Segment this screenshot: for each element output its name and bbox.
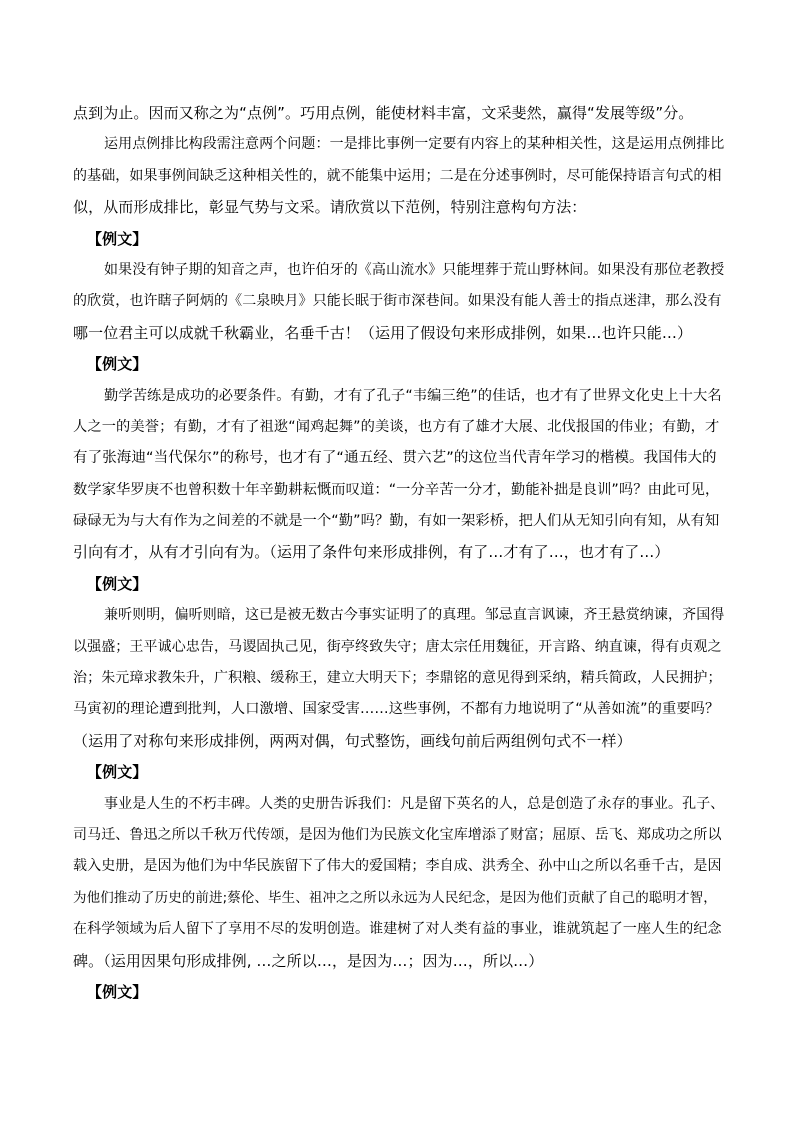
paragraph-line: 的基础，如果事例间缺乏这种相关性的，就不能集中运用；二是在分述事例时，尽可能保持语言句式的相 [73, 167, 722, 184]
paragraph-line: 人之一的美誉；有勤，才有了祖逖“闻鸡起舞”的美谈，也方有了雄才大展、北伐报国的伟业；有勤，才 [73, 418, 720, 435]
example-heading: 【例文】 [87, 574, 148, 593]
example-heading: 【例文】 [87, 229, 148, 248]
paragraph-line: 司马迁、鲁迅之所以千秋万代传颂，是因为他们为民族文化宝库增添了财富；屈原、岳飞、郑成功之所以 [73, 826, 722, 843]
paragraph-line: 运用点例排比构段需注意两个问题：一是排比事例一定要有内容上的某种相关性，这是运用点例排比 [104, 136, 725, 153]
example-heading: 【例文】 [87, 982, 148, 1001]
paragraph-line: 治；朱元璋求教朱升，广积粮、缓称王，建立大明天下；李鼎铭的意见得到采纳，精兵简政，人民拥护； [73, 670, 722, 687]
paragraph-line: 碌碌无为与大有作为之间差的不就是一个“勤”吗？勤，有如一架彩桥，把人们从无知引向有知，从有知 [73, 513, 720, 530]
paragraph-line: 载入史册，是因为他们为中华民族留下了伟大的爱国精；李自成、洪秀全、孙中山之所以名垂千古，是因 [73, 858, 722, 875]
paragraph-line: 碑。（运用因果句形成排例, …之所以…，是因为…；因为…，所以…） [73, 951, 544, 970]
paragraph-line: 兼听则明，偏听则暗，这已是被无数古今事实证明了的真理。邹忌直言讽谏，齐王悬赏纳谏，齐国得 [104, 607, 725, 624]
paragraph-line: 在科学领域为后人留下了享用不尽的发明创造。谁建树了对人类有益的事业，谁就筑起了一座人生的纪念 [73, 921, 722, 938]
paragraph-line: 如果没有钟子期的知音之声，也许伯牙的《高山流水》只能埋葬于荒山野林间。如果没有那位老教授 [104, 261, 725, 278]
paragraph-line: 的欣赏，也许瞎子阿炳的《二泉映月》只能长眠于街市深巷间。如果没有能人善士的指点迷津，那么没有 [73, 293, 722, 310]
paragraph-line: 勤学苦练是成功的必要条件。有勤，才有了孔子“韦编三绝”的佳话，也才有了世界文化史上十大名 [104, 387, 722, 404]
example-heading: 【例文】 [87, 763, 148, 782]
paragraph-line: 点到为止。因而又称之为“点例”。巧用点例，能使材料丰富，文采斐然，赢得“发展等级”分。 [73, 104, 694, 122]
paragraph-line: 以强盛；王平诚心忠告，马谡固执己见，街亭终致失守；唐太宗任用魏征，开言路、纳直谏，得有贞观之 [73, 638, 722, 655]
paragraph-line: 哪一位君主可以成就千秋霸业，名垂千古！（运用了假设句来形成排例，如果…也许只能…） [73, 323, 693, 342]
paragraph-line: 有了张海迪“当代保尔”的称号，也才有了“通五经、贯六艺”的这位当代青年学习的楷模。我国伟大的 [73, 450, 717, 467]
paragraph-line: 马寅初的理论遭到批判，人口激增、国家受害……这些事例，不都有力地说明了“从善如流”的重要吗？ [73, 701, 720, 718]
paragraph-line: 为他们推动了历史的前进;蔡伦、毕生、祖冲之之所以永远为人民纪念，是因为他们贡献了自己的聪明才智， [73, 889, 717, 906]
paragraph-line: 事业是人生的不朽丰碑。人类的史册告诉我们：凡是留下英名的人，总是创造了永存的事业。孔子、 [104, 795, 725, 812]
paragraph-line: （运用了对称句来形成排例，两两对偶，句式整饬，画线句前后两组例句式不一样） [73, 731, 632, 750]
document-page [73, 98, 725, 1008]
example-heading: 【例文】 [87, 355, 148, 374]
paragraph-line: 似，从而形成排比，彰显气势与文采。请欣赏以下范例，特别注意构句方法： [73, 198, 587, 217]
paragraph-line: 数学家华罗庚不也曾积数十年辛勤耕耘慨而叹道：“一分辛苦一分才，勤能补拙是良训”吗？由此可见， [73, 481, 720, 498]
paragraph-line: 引向有才，从有才引向有为。（运用了条件句来形成排例，有了…才有了…，也才有了…） [73, 543, 670, 562]
